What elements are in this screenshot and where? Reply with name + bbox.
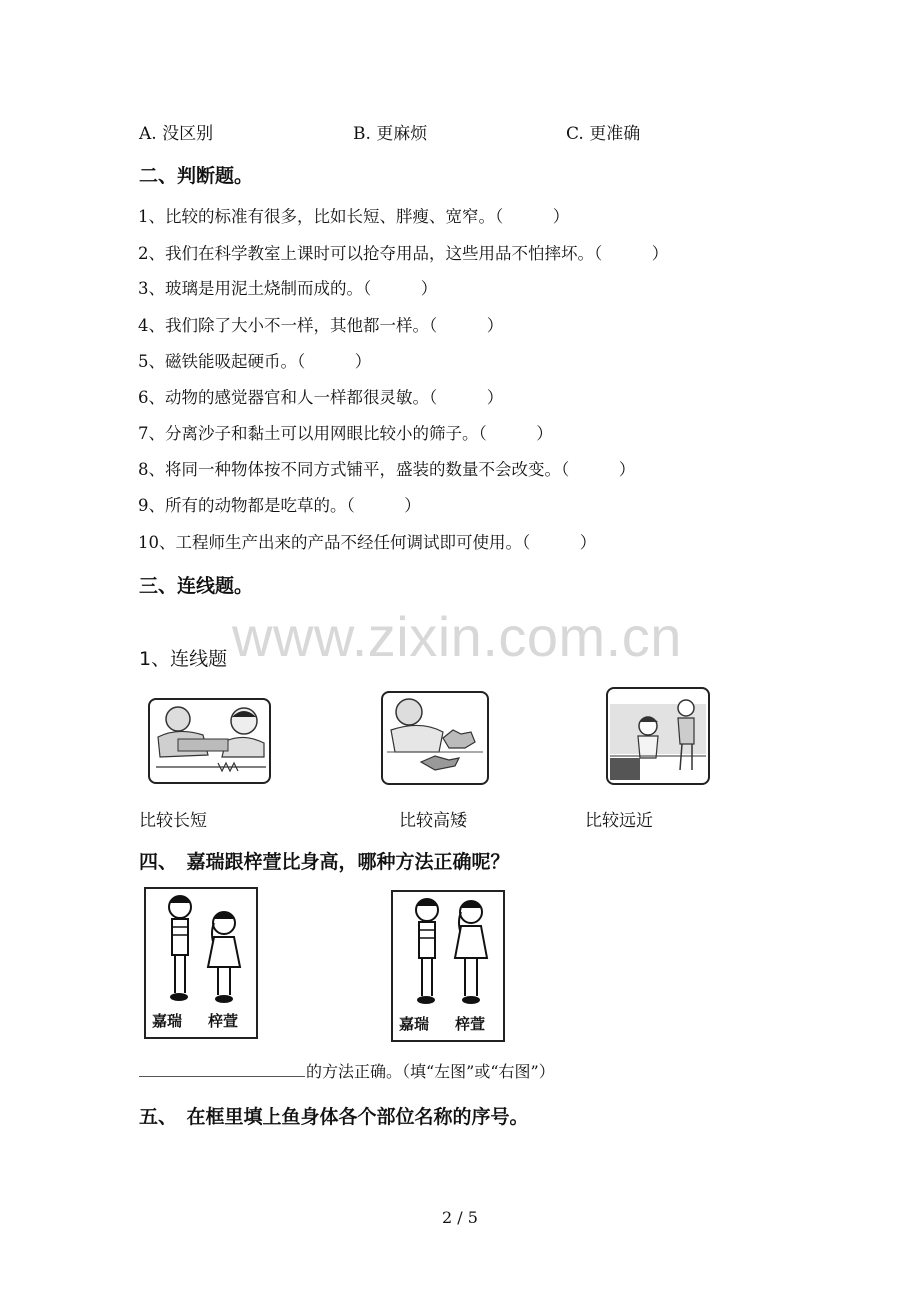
matching-subtitle: 1、连线题 [139,648,228,670]
judge-item-4: 4、我们除了大小不一样，其他都一样。（ ） [138,316,504,335]
page-number: 2 / 5 [442,1208,478,1227]
choice-b: B. 更麻烦 [353,124,428,144]
left-figure-name-2: 梓萱 [208,1012,239,1030]
label-compare-height: 比较高矮 [399,811,467,831]
judge-item-6: 6、动物的感觉器官和人一样都很灵敏。（ ） [138,388,504,407]
right-figure-name-2: 梓萱 [455,1015,486,1033]
label-compare-length: 比较长短 [139,811,207,831]
judge-item-10: 10、工程师生产出来的产品不经任何调试即可使用。（ ） [138,533,597,552]
choice-c: C. 更准确 [566,124,641,144]
judge-item-3: 3、玻璃是用泥土烧制而成的。（ ） [138,279,438,298]
section-2-title: 二、判断题。 [139,165,254,187]
choice-a: A. 没区别 [139,124,214,144]
watermark: www.zixin.com.cn [232,605,682,668]
answer-blank[interactable] [139,1076,305,1077]
right-figure-name-1: 嘉瑞 [399,1015,430,1033]
section-3-title: 三、连线题。 [139,575,254,597]
label-compare-distance: 比较远近 [585,811,653,831]
left-figure [144,887,258,1039]
compare-length-illustration [148,697,272,785]
compare-height-illustration [381,690,489,786]
left-figure-children [146,889,256,1009]
answer-instruction: 的方法正确。（填“左图”或“右图”） [306,1062,555,1081]
judge-item-1: 1、比较的标准有很多，比如长短、胖瘦、宽窄。（ ） [138,207,570,226]
judge-item-2: 2、我们在科学教室上课时可以抢夺用品，这些用品不怕摔坏。（ ） [138,244,669,263]
section-4-title: 四、 嘉瑞跟梓萱比身高，哪种方法正确呢？ [139,851,510,873]
compare-distance-illustration [606,686,710,786]
right-figure [391,890,505,1042]
judge-item-7: 7、分离沙子和黏土可以用网眼比较小的筛子。（ ） [138,424,553,443]
judge-item-8: 8、将同一种物体按不同方式铺平，盛装的数量不会改变。（ ） [138,460,636,479]
left-figure-name-1: 嘉瑞 [152,1012,183,1030]
section-5-title: 五、 在框里填上鱼身体各个部位名称的序号。 [139,1106,529,1128]
right-figure-children [393,892,503,1012]
judge-item-9: 9、所有的动物都是吃草的。（ ） [138,496,421,515]
judge-item-5: 5、磁铁能吸起硬币。（ ） [138,352,372,371]
